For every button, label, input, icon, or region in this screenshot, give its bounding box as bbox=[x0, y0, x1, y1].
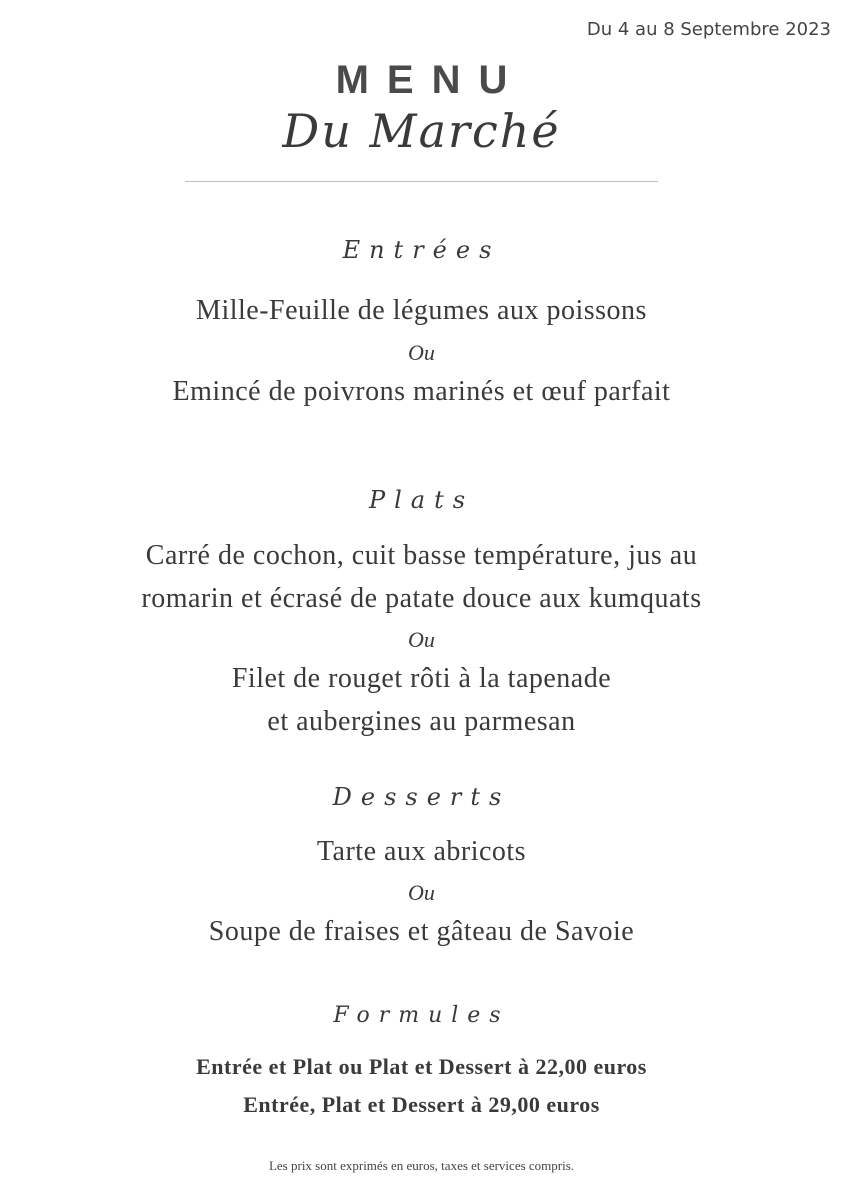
price-footnote: Les prix sont exprimés en euros, taxes et services compris. bbox=[268, 1158, 575, 1173]
menu-subtitle: Du Marché bbox=[282, 104, 561, 158]
section-heading-entrees: Entrées bbox=[342, 236, 501, 264]
dessert-dish-1: Tarte aux abricots bbox=[316, 836, 527, 867]
title-divider bbox=[185, 181, 658, 182]
plat-dish-1-line-1: Carré de cochon, cuit basse température, jus au bbox=[145, 540, 698, 571]
plat-or: Ou bbox=[408, 627, 435, 652]
dessert-or: Ou bbox=[408, 880, 435, 905]
plat-dish-2-line-1: Filet de rouget rôti à la tapenade bbox=[231, 663, 612, 694]
section-heading-formules: Formules bbox=[333, 1003, 510, 1028]
formule-line-2: Entrée, Plat et Dessert à 29,00 euros bbox=[243, 1092, 600, 1117]
entree-or: Ou bbox=[408, 340, 435, 365]
plat-dish-1-line-2: romarin et écrasé de patate douce aux kumquats bbox=[141, 583, 702, 614]
formule-line-1: Entrée et Plat ou Plat et Dessert à 22,00 euros bbox=[196, 1054, 647, 1079]
section-heading-plats: Plats bbox=[368, 486, 475, 514]
menu-title: MENU bbox=[335, 58, 526, 102]
date-range: Du 4 au 8 Septembre 2023 bbox=[586, 19, 831, 40]
section-heading-desserts: Desserts bbox=[332, 783, 511, 811]
plat-dish-2-line-2: et aubergines au parmesan bbox=[267, 706, 576, 737]
entree-dish-2: Emincé de poivrons marinés et œuf parfait bbox=[172, 376, 671, 407]
entree-dish-1: Mille-Feuille de légumes aux poissons bbox=[196, 295, 647, 326]
dessert-dish-2: Soupe de fraises et gâteau de Savoie bbox=[208, 916, 635, 947]
